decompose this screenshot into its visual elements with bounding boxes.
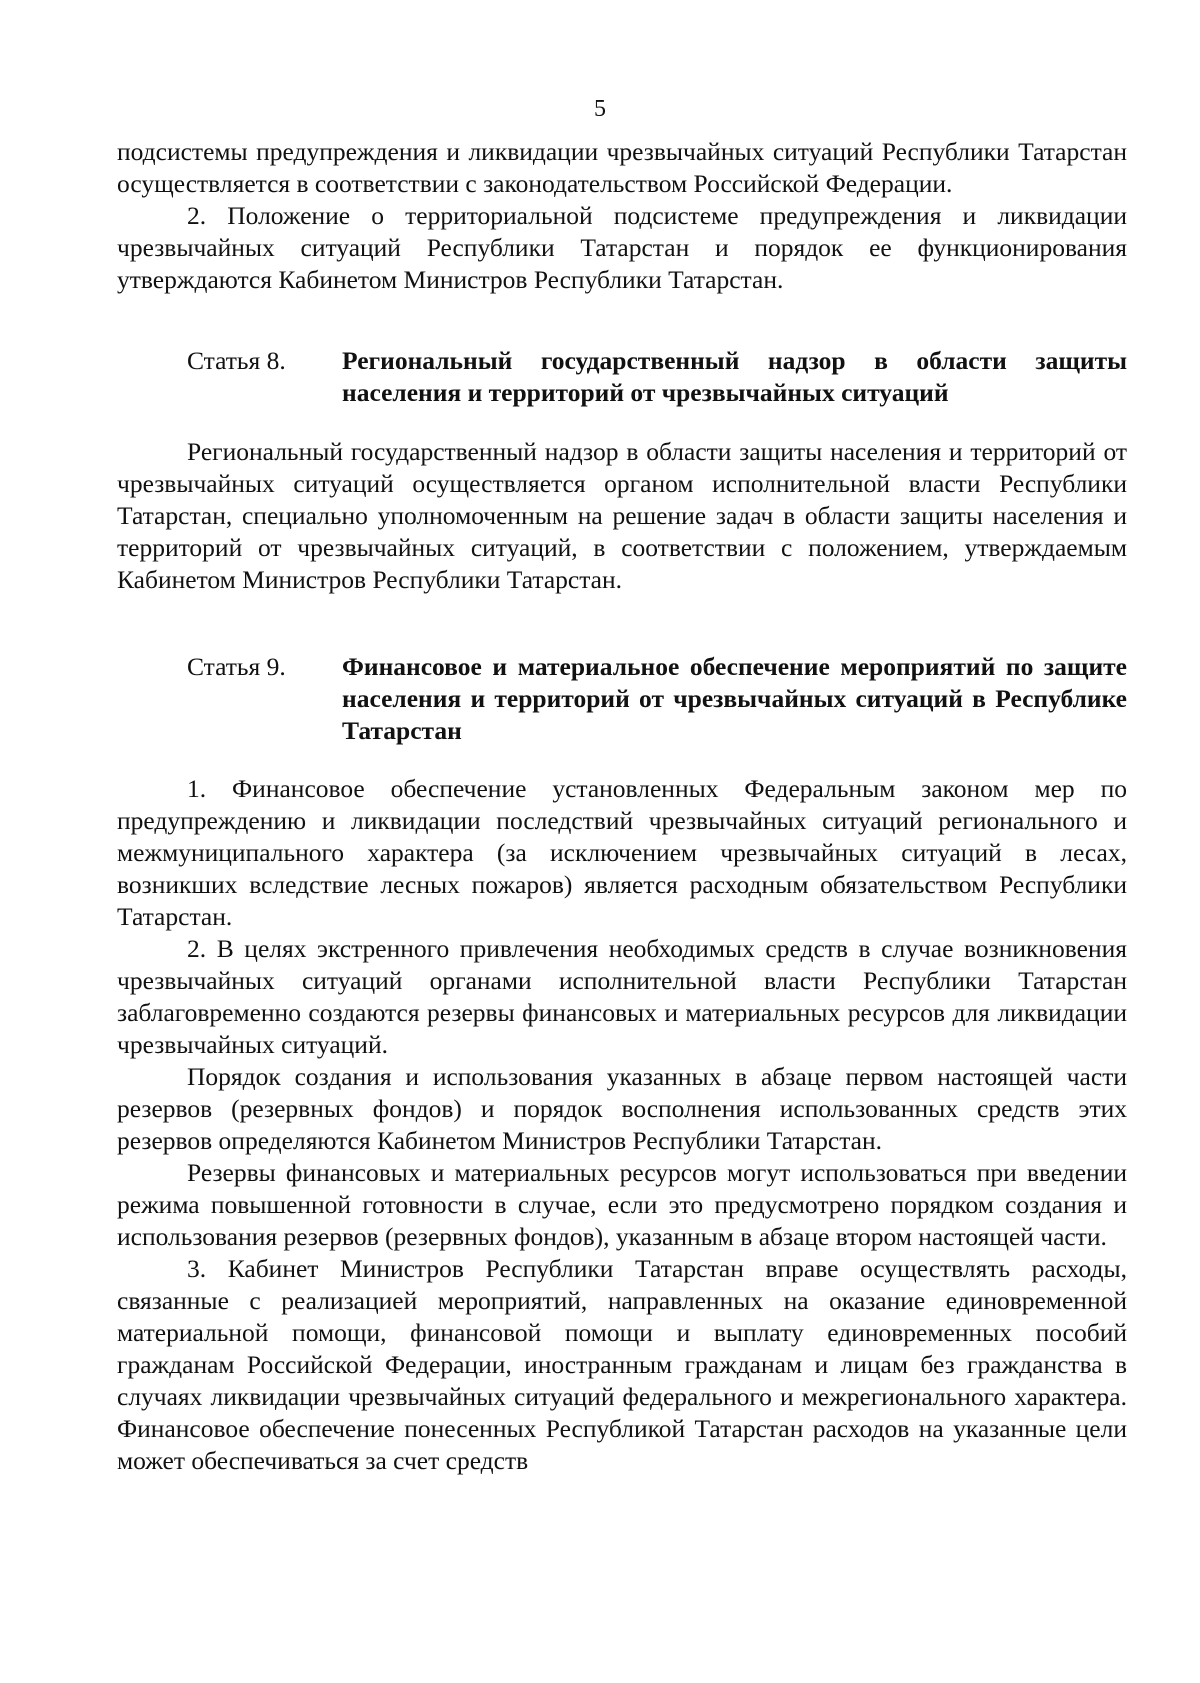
article-9-title: Финансовое и материальное обеспечение мероприятий по защите населения и территорий от чрезвычайных ситуаций в Республике Татарстан <box>342 652 1127 745</box>
article-8-body <box>117 436 1127 596</box>
article-8-heading <box>117 345 1127 409</box>
article-9-body <box>117 773 1127 1477</box>
article-8-label: Статья 8. <box>187 346 286 375</box>
article-9-paragraph-4: Резервы финансовых и материальных ресурсов могут использоваться при введении режима повышенной готовности в случае, если это предусмотрено порядком создания и использования резервов (резервных фондов), указанным в абзаце втором настоящей части. <box>117 1158 1127 1251</box>
article-9-paragraph-5: 3. Кабинет Министров Республики Татарстан вправе осуществлять расходы, связанные с реализацией мероприятий, направленных на оказание единовременной материальной помощи, финансовой помощи и выплату единовременных пособий гражданам Российской Федерации, иностранным гражданам и лицам без гражданства в случаях ликвидации чрезвычайных ситуаций федерального и межрегионального характера. Финансовое обеспечение понесенных Республикой Татарстан расходов на указанные цели может обеспечиваться за счет средств <box>117 1254 1127 1475</box>
page-number: 5 <box>594 96 606 122</box>
article-9-label: Статья 9. <box>187 652 286 681</box>
intro-section <box>117 136 1127 296</box>
intro-paragraph-1: подсистемы предупреждения и ликвидации чрезвычайных ситуаций Республики Татарстан осуществляется в соответствии с законодательством Российской Федерации. <box>117 137 1127 198</box>
intro-paragraph-2: 2. Положение о территориальной подсистеме предупреждения и ликвидации чрезвычайных ситуаций Республики Татарстан и порядок ее функционирования утверждаются Кабинетом Министров Республики Татарстан. <box>117 201 1127 294</box>
article-9-paragraph-3: Порядок создания и использования указанных в абзаце первом настоящей части резервов (резервных фондов) и порядок восполнения использованных средств этих резервов определяются Кабинетом Министров Республики Татарстан. <box>117 1062 1127 1155</box>
article-9-paragraph-2: 2. В целях экстренного привлечения необходимых средств в случае возникновения чрезвычайных ситуаций органами исполнительной власти Республики Татарстан заблаговременно создаются резервы финансовых и материальных ресурсов для ликвидации чрезвычайных ситуаций. <box>117 934 1127 1059</box>
article-8-title: Региональный государственный надзор в области защиты населения и территорий от чрезвычайных ситуаций <box>342 346 1127 407</box>
article-8-paragraph-1: Региональный государственный надзор в области защиты населения и территорий от чрезвычайных ситуаций осуществляется органом исполнительной власти Республики Татарстан, специально уполномоченным на решение задач в области защиты населения и территорий от чрезвычайных ситуаций, в соответствии с положением, утверждаемым Кабинетом Министров Республики Татарстан. <box>117 437 1127 594</box>
article-9-heading <box>117 651 1127 747</box>
article-9-paragraph-1: 1. Финансовое обеспечение установленных Федеральным законом мер по предупреждению и ликвидации последствий чрезвычайных ситуаций регионального и межмуниципального характера (за исключением чрезвычайных ситуаций в лесах, возникших вследствие лесных пожаров) является расходным обязательством Республики Татарстан. <box>117 774 1127 931</box>
